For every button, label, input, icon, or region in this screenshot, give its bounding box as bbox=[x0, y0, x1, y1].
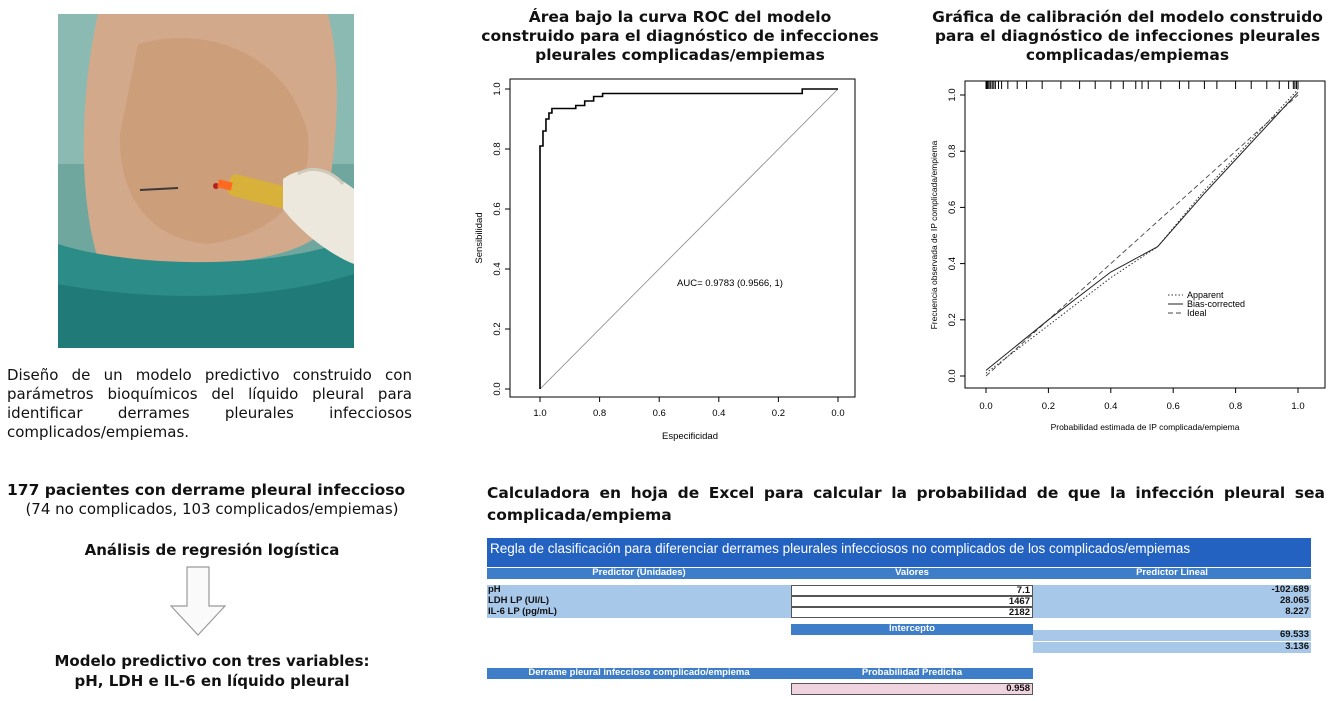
col-predictor-header: Predictor (Unidades) bbox=[487, 568, 791, 579]
roc-x-label: Especificidad bbox=[662, 431, 718, 442]
blank-cell bbox=[487, 618, 791, 629]
roc-x-tick-label: 0.4 bbox=[712, 408, 726, 419]
roc-y-tick-label: 0.2 bbox=[492, 322, 503, 336]
cal-ideal-line bbox=[986, 95, 1298, 376]
roc-y-label: Sensibilidad bbox=[474, 212, 485, 264]
roc-y-tick-label: 0.0 bbox=[492, 382, 503, 396]
cal-y-tick-label: 1.0 bbox=[947, 88, 958, 102]
roc-plot-frame bbox=[510, 79, 855, 397]
roc-y-tick-label: 0.6 bbox=[492, 202, 503, 216]
row-ph-linear: -102.689 bbox=[1033, 585, 1311, 596]
roc-chart-title bbox=[470, 8, 890, 65]
row-ph-label: pH bbox=[487, 585, 791, 596]
patients-subtitle: (74 no complicados, 103 complicados/empiemas) bbox=[25, 500, 399, 518]
roc-x-tick-label: 0.2 bbox=[771, 408, 786, 419]
row-ldh-value[interactable]: 1467 bbox=[791, 596, 1033, 607]
legend-bias-corrected: Bias-corrected bbox=[1187, 299, 1246, 309]
excel-calculator bbox=[487, 538, 1311, 696]
thoracentesis-photo bbox=[58, 14, 354, 348]
model-title bbox=[7, 651, 417, 691]
cal-x-tick-label: 1.0 bbox=[1291, 401, 1305, 412]
row-il6-value[interactable]: 2182 bbox=[791, 607, 1033, 618]
cal-x-tick-label: 0.8 bbox=[1228, 401, 1243, 412]
cal-apparent-line bbox=[986, 89, 1298, 373]
cal-y-tick-label: 0.2 bbox=[947, 313, 958, 327]
calibration-chart bbox=[925, 70, 1330, 440]
outcome-label: Derrame pleural infeccioso complicado/empiema bbox=[487, 668, 791, 679]
cal-y-tick-label: 0.0 bbox=[947, 369, 958, 383]
row-ldh-linear: 28.065 bbox=[1033, 596, 1311, 607]
intercept-label: Intercepto bbox=[791, 624, 1033, 635]
roc-title-line-2: construido para el diagnóstico de infecciones bbox=[481, 27, 879, 45]
roc-y-tick-label: 0.8 bbox=[492, 142, 503, 156]
prob-value: 0.958 bbox=[791, 683, 1033, 695]
roc-diagonal-line bbox=[540, 89, 838, 389]
cal-plot-frame bbox=[965, 81, 1325, 388]
calibration-chart-title bbox=[925, 8, 1330, 65]
roc-x-tick-label: 0.8 bbox=[592, 408, 607, 419]
roc-x-tick-label: 0.6 bbox=[652, 408, 666, 419]
cal-y-tick-label: 0.8 bbox=[947, 144, 958, 158]
cal-title-line-2: para el diagnóstico de infecciones pleurales bbox=[934, 27, 1321, 45]
cal-x-label: Probabilidad estimada de IP complicada/empiema bbox=[1050, 422, 1240, 432]
calculator-title: Calculadora en hoja de Excel para calcular la probabilidad de que la infección pleural sea complicada/empiema bbox=[487, 484, 1325, 524]
cal-x-tick-label: 0.0 bbox=[979, 401, 993, 412]
legend-apparent: Apparent bbox=[1187, 290, 1224, 300]
cal-y-tick-label: 0.6 bbox=[947, 200, 958, 215]
roc-auc-annotation: AUC= 0.9783 (0.9566, 1) bbox=[677, 278, 783, 289]
sheet-title: Regla de clasificación para diferenciar derrames pleurales infecciosos no complicados de los complicados/empiemas bbox=[487, 538, 1311, 567]
row-ph-value[interactable]: 7.1 bbox=[791, 585, 1033, 596]
roc-y-tick-label: 1.0 bbox=[492, 82, 503, 96]
row-il6-label: IL-6 LP (pg/mL) bbox=[487, 607, 791, 618]
roc-x-tick-label: 1.0 bbox=[533, 408, 547, 419]
cal-y-tick-label: 0.4 bbox=[947, 256, 958, 271]
sum-value: 3.136 bbox=[1033, 642, 1311, 653]
roc-title-line-3: pleurales complicadas/empiemas bbox=[535, 46, 825, 64]
prob-label: Probabilidad Predicha bbox=[791, 668, 1033, 679]
cal-title-line-3: complicadas/empiemas bbox=[1025, 46, 1230, 64]
row-il6-linear: 8.227 bbox=[1033, 607, 1311, 618]
cal-legend bbox=[1168, 290, 1245, 318]
cal-y-label: Frecuencia observada de IP complicada/empiema bbox=[929, 140, 939, 330]
cal-x-tick-label: 0.6 bbox=[1166, 401, 1180, 412]
down-arrow-icon bbox=[170, 566, 226, 636]
model-description: Diseño de un modelo predictivo construido con parámetros bioquímicos del líquido pleural para identificar derrames pleurales infecciosos complicados/empiemas. bbox=[7, 366, 412, 441]
roc-title-line-1: Área bajo la curva ROC del modelo bbox=[528, 8, 832, 26]
roc-x-tick-label: 0.0 bbox=[831, 408, 845, 419]
col-valores-header: Valores bbox=[791, 568, 1033, 579]
col-lineal-header: Predictor Lineal bbox=[1033, 568, 1311, 579]
row-ldh-label: LDH LP (UI/L) bbox=[487, 596, 791, 607]
roc-y-tick-label: 0.4 bbox=[492, 262, 503, 276]
model-title-line-1: Modelo predictivo con tres variables: bbox=[54, 652, 370, 670]
legend-ideal: Ideal bbox=[1187, 308, 1207, 318]
cal-title-line-1: Gráfica de calibración del modelo construido bbox=[932, 8, 1323, 26]
cal-bias-corrected-line bbox=[986, 92, 1298, 370]
intercept-value: 69.533 bbox=[1033, 630, 1311, 641]
cal-x-tick-label: 0.2 bbox=[1041, 401, 1056, 412]
roc-chart bbox=[470, 70, 890, 450]
model-title-line-2: pH, LDH e IL-6 en líquido pleural bbox=[74, 672, 350, 690]
analysis-title: Análisis de regresión logística bbox=[84, 541, 340, 559]
patients-title: 177 pacientes con derrame pleural infeccioso bbox=[7, 481, 406, 499]
cal-x-tick-label: 0.4 bbox=[1104, 401, 1118, 412]
